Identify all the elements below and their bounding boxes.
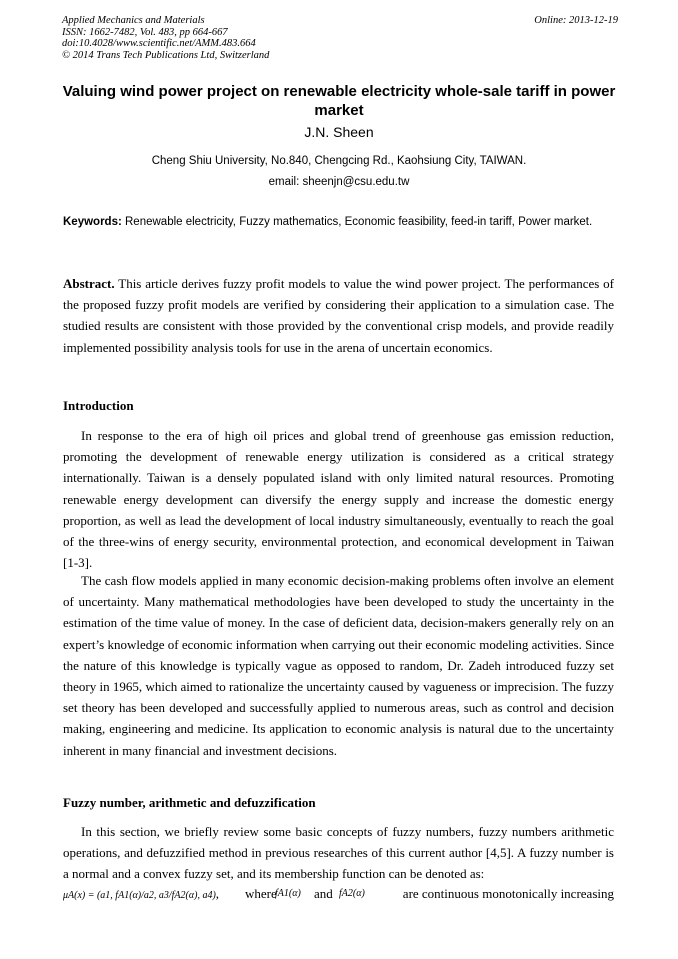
running-header — [62, 15, 618, 61]
keywords-text: Renewable electricity, Fuzzy mathematics, Economic feasibility, feed-in tariff, Power market. — [125, 216, 593, 228]
abstract-label: Abstract. — [63, 276, 115, 291]
abstract-text: This article derives fuzzy profit models to value the wind power project. The performances of the proposed fuzzy profit models are verified by considering their application to a simulation case. The studied results are consistent with those provided by the conventional crisp models, and provide readily implemented possibility analysis tools for use in the arena of uncertain economics. — [63, 276, 614, 355]
function-f2: fA2(α) — [339, 888, 365, 899]
paper-title: Valuing wind power project on renewable electricity whole-sale tariff in power market — [62, 83, 616, 119]
fuzzy-section-heading: Fuzzy number, arithmetic and defuzzification — [63, 795, 316, 810]
equation-tail-text: are continuous monotonically increasing — [402, 886, 614, 901]
journal-name: Applied Mechanics and Materials — [62, 15, 205, 26]
keywords — [63, 212, 614, 233]
keywords-label: Keywords: — [63, 216, 122, 228]
membership-function-equation: μA(x) = (a1, fA1(α)/a2, a3/fA2(α), a4), — [63, 886, 220, 901]
issn-line: ISSN: 1662-7482, Vol. 483, pp 664-667 — [62, 26, 228, 38]
author-name: J.N. Sheen — [304, 124, 374, 140]
email: email: sheenjn@csu.edu.tw — [268, 176, 410, 188]
function-f1: fA1(α) — [275, 888, 301, 899]
introduction-heading: Introduction — [63, 398, 134, 413]
affiliation: Cheng Shiu University, No.840, Chengcing Rd., Kaohsiung City, TAIWAN. — [151, 155, 527, 167]
where-text: where — [245, 886, 277, 901]
copyright-line: © 2014 Trans Tech Publications Ltd, Switzerland — [62, 49, 270, 61]
doi-line: doi:10.4028/www.scientific.net/AMM.483.664 — [62, 38, 256, 50]
fuzzy-section-paragraph: In this section, we briefly review some basic concepts of fuzzy numbers, fuzzy numbers arithmetic operations, and defuzzified method in previous researches of this current author [4,5]. A fuzzy number is a normal and a convex fuzzy set, and its membership function can be denoted as: — [63, 824, 614, 882]
online-date: Online: 2013-12-19 — [534, 15, 618, 26]
introduction-paragraph-2: The cash flow models applied in many economic decision-making problems often involve an element of uncertainty. Many mathematical methodologies have been developed to study the uncertainty in the estimation of the time value of money. In the case of deficient data, decision-makers generally rely on an expert’s knowledge of economic information when carrying out their economic modeling activities. Since the nature of this knowledge is typically vague as opposed to random, Dr. Zadeh introduced fuzzy set theory in 1965, which aimed to rationalize the uncertainty caused by vagueness or imprecision. The fuzzy set theory has been developed and successfully applied to numerous areas, such as control and decision making, engineering and medicine. Its application to economic analysis is natural due to the uncertainty inherent in many financial and investment decisions. — [63, 573, 614, 758]
affiliation-block — [50, 151, 628, 193]
abstract — [63, 273, 614, 358]
membership-equation-line — [63, 883, 614, 905]
and-text: and — [314, 886, 333, 901]
introduction-paragraph-1: In response to the era of high oil prices and global trend of greenhouse gas emission reduction, promoting the development of renewable energy utilization is considered as a critical strategy internationally. Taiwan is a densely populated island with only limited natural resources. Promoting renewable energy development can diversify the energy supply and increase the domestic energy proportion, as well as lead the development of local industry simultaneously, eventually to reach the goal of the three-wins of energy security, environmental protection, and economical development in Taiwan [1-3]. — [63, 428, 614, 571]
